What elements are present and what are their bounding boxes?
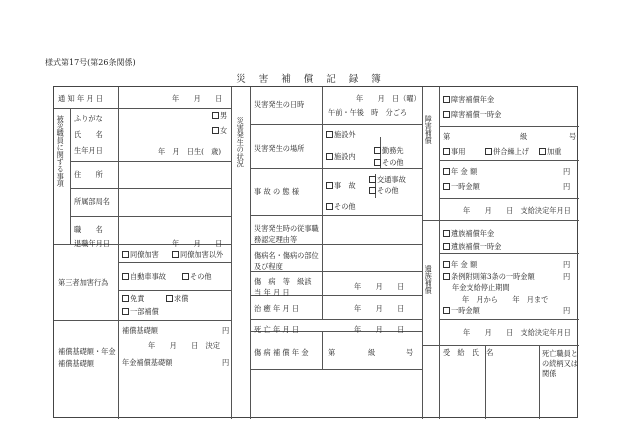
occurrence-datetime-label: 災害発生の日時 bbox=[254, 100, 305, 109]
checkbox-box[interactable] bbox=[212, 127, 219, 134]
notification-date-label: 通 知 年 月 日 bbox=[58, 94, 104, 103]
checkbox-box[interactable] bbox=[369, 176, 376, 183]
third-party-label: 第三者加害行為 bbox=[58, 278, 109, 287]
traffic-checkbox[interactable]: 交通事故 bbox=[369, 176, 406, 183]
situation-group-label: 災害発生の状況 bbox=[236, 117, 246, 168]
disability-pension-checkbox[interactable]: 障害補償年金 bbox=[443, 96, 494, 103]
notification-date-value: 年 月 日 bbox=[172, 94, 223, 103]
pension-amount-checkbox[interactable]: 年 金 額 bbox=[443, 168, 477, 175]
death-date-label: 死 亡 年 月 日 bbox=[254, 325, 300, 334]
sickness-grade-unit: 級 bbox=[368, 348, 376, 357]
position-label: 職 名 bbox=[74, 225, 103, 234]
checkbox-box[interactable] bbox=[326, 182, 333, 189]
checkbox-box[interactable] bbox=[443, 261, 450, 268]
checkbox-box[interactable] bbox=[443, 183, 450, 190]
occurrence-date: 年 月 日（曜） bbox=[356, 94, 421, 103]
death-date-value: 年 月 日 bbox=[354, 325, 405, 334]
survivor-group-label: 遺族補償 bbox=[424, 265, 434, 294]
sickness-pension-label: 傷 病 補 償 年 金 bbox=[254, 348, 309, 357]
checkbox-box[interactable] bbox=[326, 203, 333, 210]
checkbox-box[interactable] bbox=[182, 273, 189, 280]
birth-date-label: 生年月日 bbox=[74, 146, 103, 155]
supp-lump-checkbox[interactable]: 条例附則第3条の一時金額 bbox=[443, 273, 535, 280]
sickness-grade-prefix: 第 bbox=[328, 348, 336, 357]
inside-checkbox[interactable]: 施設内 bbox=[326, 153, 356, 160]
checkbox-box[interactable] bbox=[443, 96, 450, 103]
from-to-period: 年 月から 年 月まで bbox=[462, 295, 549, 304]
disability-grade-unit: 級 bbox=[520, 132, 528, 141]
checkbox-box[interactable] bbox=[443, 273, 450, 280]
checkbox-box[interactable] bbox=[326, 153, 333, 160]
checkbox-box[interactable] bbox=[369, 187, 376, 194]
checkbox-box[interactable] bbox=[212, 112, 219, 119]
yen-unit-3: 円 bbox=[563, 167, 571, 176]
checkbox-box[interactable] bbox=[443, 230, 450, 237]
workplace-checkbox[interactable]: 勤務先 bbox=[374, 147, 404, 154]
sickness-number-unit: 号 bbox=[406, 348, 414, 357]
survivor-pension-checkbox[interactable]: 遺族補償年金 bbox=[443, 230, 494, 237]
recipient-label: 受 給 氏 名 bbox=[443, 348, 494, 357]
place-other-checkbox[interactable]: その他 bbox=[374, 159, 404, 166]
male-checkbox[interactable]: 男 bbox=[212, 112, 227, 119]
aggravated-checkbox[interactable]: 加重 bbox=[539, 148, 561, 155]
address-label: 住 所 bbox=[74, 170, 103, 179]
decided-date: 年 月 日 決定 bbox=[148, 341, 220, 350]
accident-type-label: 事 故 の 態 様 bbox=[254, 187, 300, 196]
checkbox-box[interactable] bbox=[443, 307, 450, 314]
event-checkbox[interactable]: 事用 bbox=[443, 148, 465, 155]
checkbox-box[interactable] bbox=[374, 159, 381, 166]
victim-group-label: 被災職員に関する事項 bbox=[56, 115, 66, 187]
yen-unit: 円 bbox=[222, 326, 230, 335]
suspension-period: 年金支給停止期間 bbox=[452, 283, 510, 292]
injury-label: 傷病名・傷病の部位及び程度 bbox=[254, 251, 319, 271]
female-checkbox[interactable]: 女 bbox=[212, 127, 227, 134]
lump-amount-checkbox[interactable]: 一時金額 bbox=[443, 183, 480, 190]
checkbox-box[interactable] bbox=[443, 243, 450, 250]
checkbox-box[interactable] bbox=[122, 273, 129, 280]
checkbox-box[interactable] bbox=[443, 148, 450, 155]
base-amount-label: 補償基礎額・年金補償基礎額 bbox=[58, 347, 116, 368]
retirement-date-label: 退職年月日 bbox=[74, 239, 110, 248]
payment-decided-2: 年 月 日 支給決定年月日 bbox=[463, 328, 571, 337]
retirement-date-value: 年 月 日 bbox=[172, 239, 223, 248]
type-other-checkbox[interactable]: その他 bbox=[369, 187, 399, 194]
checkbox-box[interactable] bbox=[443, 168, 450, 175]
healed-date-value: 年 月 日 bbox=[354, 304, 405, 313]
yen-unit-6: 円 bbox=[563, 272, 571, 281]
furigana-label: ふりがな bbox=[74, 114, 103, 123]
department-label: 所属部局名 bbox=[74, 197, 110, 206]
disability-group-label: 障害補償 bbox=[424, 115, 434, 144]
disability-number-unit: 号 bbox=[569, 132, 577, 141]
birth-date-value: 年 月 日生( 歳) bbox=[158, 147, 222, 156]
checkbox-box[interactable] bbox=[443, 111, 450, 118]
checkbox-box[interactable] bbox=[122, 251, 129, 258]
lump-amount-checkbox-2[interactable]: 一時金額 bbox=[443, 307, 480, 314]
disability-grade-prefix: 第 bbox=[443, 132, 451, 141]
pension-base: 年金補償基礎額 bbox=[122, 358, 173, 367]
checkbox-box[interactable] bbox=[374, 147, 381, 154]
pension-amount-checkbox-2[interactable]: 年 金 額 bbox=[443, 261, 477, 268]
accident-checkbox[interactable]: 事 故 bbox=[326, 182, 356, 189]
partial-checkbox[interactable]: 一部補償 bbox=[122, 308, 159, 315]
checkbox-box[interactable] bbox=[122, 295, 129, 302]
grade-date-value: 年 月 日 bbox=[354, 282, 405, 291]
checkbox-box[interactable] bbox=[326, 131, 333, 138]
occurrence-place-label: 災害発生の場所 bbox=[254, 144, 305, 153]
duty-reason-label: 災害発生時の従事職務認定理由等 bbox=[254, 224, 319, 244]
same-agency-checkbox[interactable]: 同僚加害 bbox=[122, 251, 159, 258]
survivor-lump-checkbox[interactable]: 遺族補償一時金 bbox=[443, 243, 501, 250]
yen-unit-2: 円 bbox=[222, 358, 230, 367]
outside-checkbox[interactable]: 施設外 bbox=[326, 131, 356, 138]
checkbox-box[interactable] bbox=[166, 295, 173, 302]
checkbox-box[interactable] bbox=[539, 148, 546, 155]
claim-checkbox[interactable]: 求償 bbox=[166, 295, 188, 302]
car-accident-checkbox[interactable]: 自動車事故 bbox=[122, 273, 166, 280]
checkbox-box[interactable] bbox=[172, 251, 179, 258]
relation-label: 死亡職員との続柄又は関係 bbox=[542, 349, 578, 378]
disability-lump-checkbox[interactable]: 障害補償一時金 bbox=[443, 111, 501, 118]
yen-unit-4: 円 bbox=[563, 182, 571, 191]
other-agency-checkbox[interactable]: 同僚加害以外 bbox=[172, 251, 223, 258]
page-title: 災害補償記録簿 bbox=[236, 74, 394, 85]
exempt-checkbox[interactable]: 免責 bbox=[122, 295, 144, 302]
occurrence-time: 午前・午後 時 分ごろ bbox=[328, 108, 408, 117]
base-amount: 補償基礎額 bbox=[122, 326, 158, 335]
form-number: 様式第17号(第26条関係) bbox=[45, 58, 136, 67]
combined-checkbox[interactable]: 併合繰上げ bbox=[485, 148, 529, 155]
healed-date-label: 治 癒 年 月 日 bbox=[254, 304, 300, 313]
yen-unit-7: 円 bbox=[563, 306, 571, 315]
record-form bbox=[53, 86, 578, 418]
other-checkbox[interactable]: その他 bbox=[182, 273, 212, 280]
payment-decided: 年 月 日 支給決定年月日 bbox=[463, 206, 571, 215]
grade-date-label: 傷 病 等 級該 当 年 月 日 bbox=[254, 277, 312, 297]
checkbox-box[interactable] bbox=[485, 148, 492, 155]
checkbox-box[interactable] bbox=[122, 308, 129, 315]
name-label: 氏 名 bbox=[74, 130, 103, 139]
other2-checkbox[interactable]: その他 bbox=[326, 203, 356, 210]
yen-unit-5: 円 bbox=[563, 260, 571, 269]
